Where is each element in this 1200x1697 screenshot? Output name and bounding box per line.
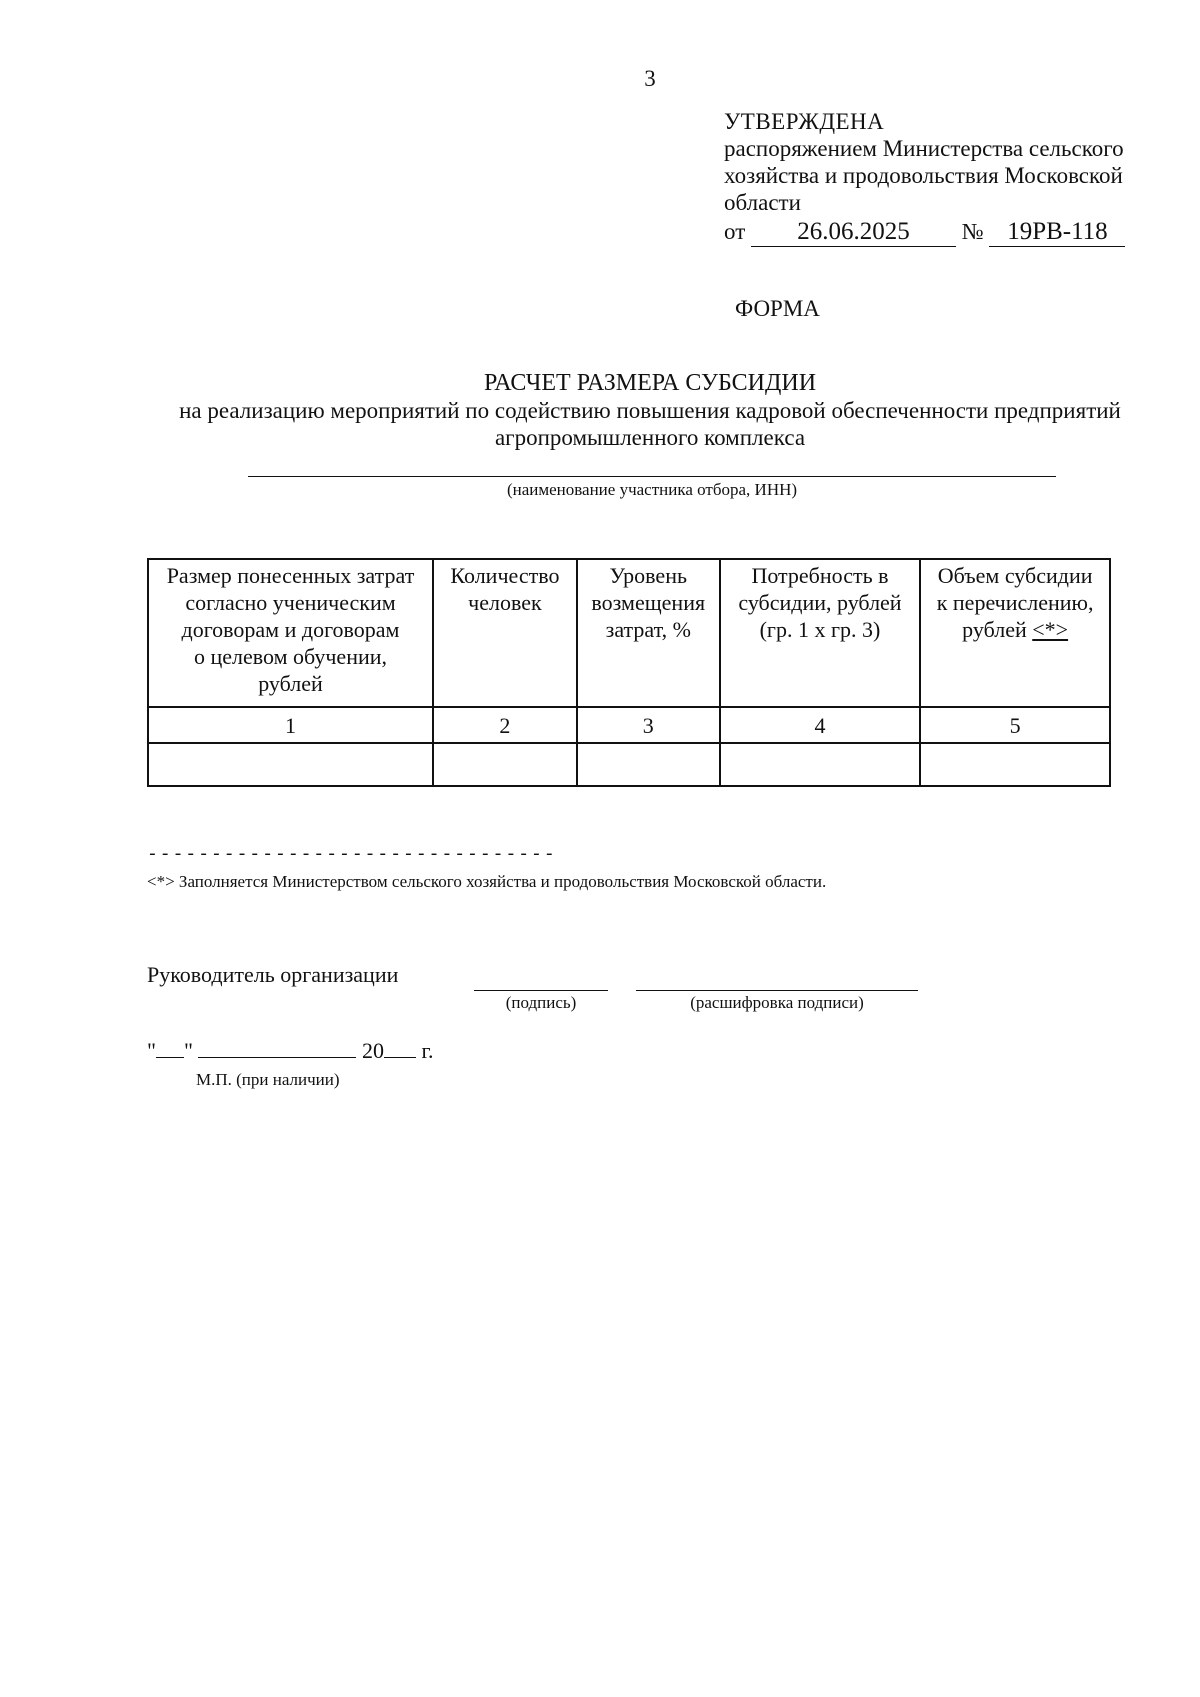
column-number: 5: [920, 707, 1110, 743]
approval-date: 26.06.2025: [751, 218, 956, 247]
month-field[interactable]: [198, 1039, 356, 1058]
approval-line: хозяйства и продовольствия Московской: [724, 163, 1123, 188]
header-line-text: рублей: [962, 617, 1027, 642]
form-label: ФОРМА: [735, 296, 820, 321]
document-title-block: [120, 370, 1180, 451]
cell-reimbursement-rate[interactable]: [577, 743, 720, 786]
column-header-subsidy-amount: [920, 559, 1110, 707]
header-line: (гр. 1 х гр. 3): [759, 617, 881, 642]
participant-caption: (наименование участника отбора, ИНН): [506, 480, 798, 499]
header-line: Размер понесенных затрат: [166, 563, 415, 588]
year-field[interactable]: [384, 1039, 416, 1058]
table-data-row: [148, 743, 1110, 786]
approval-line: распоряжением Министерства сельского: [724, 136, 1124, 161]
header-line: возмещения: [591, 590, 706, 615]
document-title: РАСЧЕТ РАЗМЕРА СУБСИДИИ: [483, 370, 817, 396]
signature-date-row: [147, 1038, 434, 1064]
document-subtitle: агропромышленного комплекса: [494, 425, 806, 450]
header-line: затрат, %: [605, 617, 691, 642]
signature-field[interactable]: [474, 990, 608, 991]
cell-costs[interactable]: [148, 743, 433, 786]
date-prefix: от: [724, 219, 746, 244]
header-line: договорам и договорам: [181, 617, 400, 642]
column-number: 4: [720, 707, 921, 743]
footnote-link[interactable]: <*>: [1032, 617, 1069, 642]
number-prefix: №: [961, 219, 984, 244]
column-header-subsidy-need: [720, 559, 921, 707]
column-header-costs: [148, 559, 433, 707]
quote-close: ": [183, 1038, 193, 1063]
header-line: субсидии, рублей: [738, 590, 902, 615]
approval-number: 19РВ-118: [989, 218, 1125, 247]
header-line: рублей: [258, 671, 323, 696]
approval-title: УТВЕРЖДЕНА: [724, 109, 885, 134]
stamp-place-label: М.П. (при наличии): [196, 1070, 340, 1089]
header-line: Количество: [450, 563, 560, 588]
approval-line: области: [724, 190, 801, 215]
column-number: 1: [148, 707, 433, 743]
column-number: 3: [577, 707, 720, 743]
signature-caption: (подпись): [505, 993, 577, 1012]
table-header-row: [148, 559, 1110, 707]
header-line: Потребность в: [751, 563, 889, 588]
approval-block: [724, 108, 1164, 247]
footnote-text: <*> Заполняется Министерством сельского хозяйства и продовольствия Московской области.: [147, 872, 827, 891]
year-prefix: 20: [361, 1038, 384, 1063]
quote-open: ": [147, 1038, 156, 1063]
column-number: 2: [433, 707, 577, 743]
footnote-separator: --------------------------------: [147, 845, 557, 865]
column-number-row: [148, 707, 1110, 743]
year-suffix: г.: [421, 1038, 434, 1063]
header-line: Уровень: [609, 563, 688, 588]
document-subtitle: на реализацию мероприятий по содействию повышения кадровой обеспеченности предприятий: [179, 398, 1121, 423]
cell-subsidy-need[interactable]: [720, 743, 921, 786]
subsidy-calculation-table: [147, 558, 1111, 787]
head-of-organization-label: Руководитель организации: [147, 962, 399, 987]
header-line: Объем субсидии: [937, 563, 1093, 588]
header-line: [924, 616, 1106, 643]
approval-date-line: [724, 218, 1164, 247]
column-header-people-count: [433, 559, 577, 707]
signature-transcript-caption: (расшифровка подписи): [690, 993, 864, 1012]
header-line: человек: [468, 590, 542, 615]
cell-subsidy-amount[interactable]: [920, 743, 1110, 786]
signature-transcript-field[interactable]: [636, 990, 918, 991]
page-number: 3: [644, 66, 656, 91]
header-line: о целевом обучении,: [193, 644, 388, 669]
header-line: согласно ученическим: [185, 590, 396, 615]
header-line: к перечислению,: [936, 590, 1094, 615]
participant-name-field[interactable]: [248, 476, 1056, 477]
cell-people-count[interactable]: [433, 743, 577, 786]
day-field[interactable]: [156, 1039, 184, 1058]
column-header-reimbursement-rate: [577, 559, 720, 707]
